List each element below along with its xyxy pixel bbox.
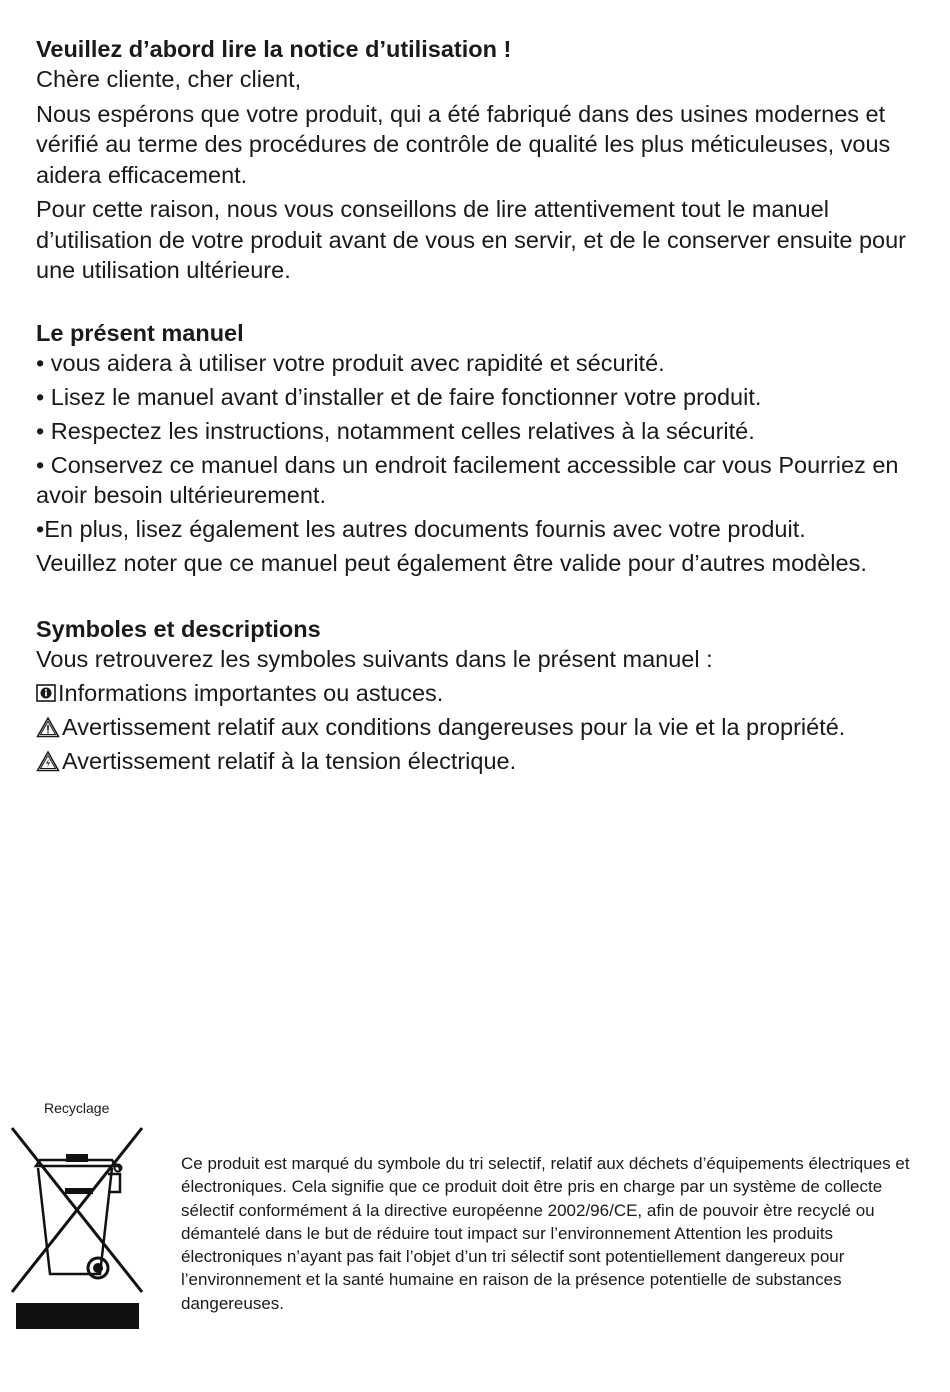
symbol-item-info [36,678,916,708]
manual-heading: Le présent manuel [36,319,244,346]
document-page [36,34,916,780]
intro-heading: Veuillez d’abord lire la notice d’utilisation ! [36,36,512,62]
manual-bullet-2: • Lisez le manuel avant d’installer et de faire fonctionner votre produit. [36,383,762,410]
symbol-item-warning [36,712,916,742]
manual-note: Veuillez noter que ce manuel peut également être valide pour d’autres modèles. [36,549,867,576]
intro-paragraph-2: Pour cette raison, nous vous conseillons de lire attentivement tout le manuel d’utilisation de votre produit avant de vous en servir, et de le conserver ensuite pour une utilisation ultérieure. [36,196,907,283]
recycling-label: Recyclage [44,1100,110,1116]
symbols-heading: Symboles et descriptions [36,615,321,642]
warning-icon [36,750,60,772]
recycling-text: Ce produit est marqué du symbole du tri selectif, relatif aux déchets d’équipements électriques et électroniques. Cela signifie que ce produit doit être pris en charge par un système de collecte sélectif conformément á la directive européenne 2002/96/CE, afin de pouvoir ètre recyclé ou démantelé dans le but de réduire tout impact sur l’environnement Attention les produits électroniques n’ayant pas fait l’objet d’un tri sélectif sont potentiellement dangereux pour l’environnement et la santé humaine en raison de la présence potentielle de substances dangereuses. [181,1154,910,1313]
manual-bullet-5: •En plus, lisez également les autres documents fournis avec votre produit. [36,515,806,542]
crossed-out-bin-icon [8,1122,148,1300]
intro-paragraph-1: Nous espérons que votre produit, qui a été fabriqué dans des usines modernes et vérifié au terme des procédures de contrôle de qualité les plus méticuleuses, vous aidera efficacement. [36,100,891,188]
symbol-text-warning: Avertissement relatif aux conditions dangereuses pour la vie et la propriété. [62,713,846,740]
symbol-item-electric-warning [36,746,916,776]
bin-underline-bar [16,1303,139,1329]
symbol-text-electric: Avertissement relatif à la tension électrique. [62,747,517,774]
manual-bullet-3: • Respectez les instructions, notamment celles relatives à la sécurité. [36,417,755,444]
symbols-intro: Vous retrouverez les symboles suivants dans le présent manuel : [36,645,713,672]
info-icon [36,683,56,703]
warning-icon [36,716,60,738]
manual-bullet-4: • Conservez ce manuel dans un endroit facilement accessible car vous Pourriez en avoir besoin ultérieurement. [36,451,899,508]
manual-bullet-1: • vous aidera à utiliser votre produit avec rapidité et sécurité. [36,349,665,376]
greeting: Chère cliente, cher client, [36,66,302,92]
symbol-text-info: Informations importantes ou astuces. [58,679,444,706]
